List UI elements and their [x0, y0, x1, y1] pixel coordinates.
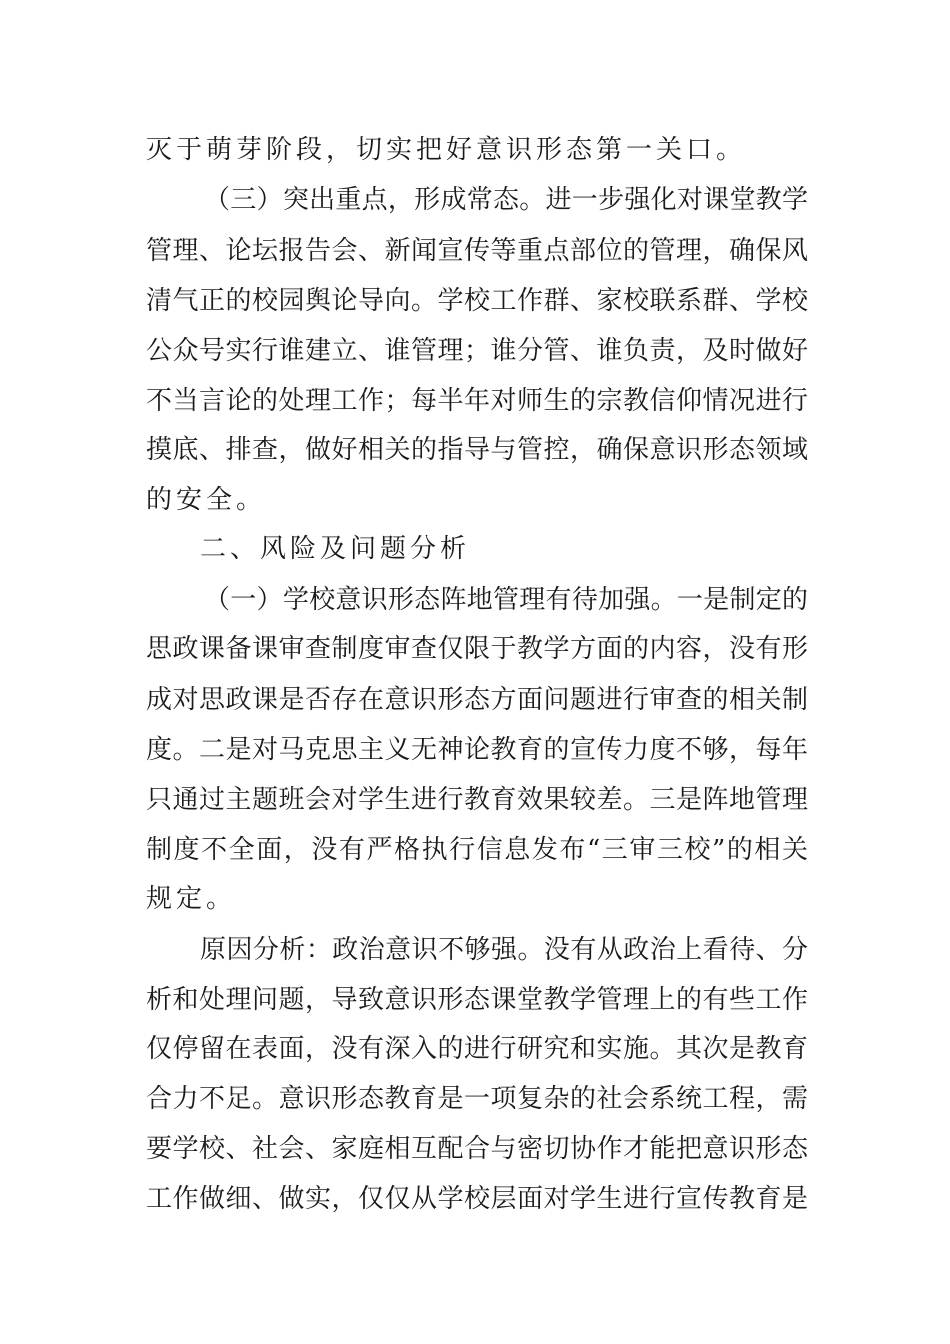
- text-line: 要学校、社会、家庭相互配合与密切协作才能把意识形态: [146, 1134, 808, 1164]
- text-line: 成对思政课是否存在意识形态方面问题进行审查的相关制: [146, 685, 808, 715]
- text-line: 规定。: [146, 884, 237, 914]
- text-line: （一）学校意识形态阵地管理有待加强。一是制定的: [204, 585, 808, 615]
- text-line: 的安全。: [146, 485, 267, 515]
- text-line: 不当言论的处理工作；每半年对师生的宗教信仰情况进行: [146, 386, 808, 416]
- text-line: 管理、论坛报告会、新闻宣传等重点部位的管理，确保风: [146, 236, 808, 266]
- text-line: 摸底、排查，做好相关的指导与管控，确保意识形态领域: [146, 435, 808, 465]
- section-heading: 二、风险及问题分析: [200, 534, 471, 564]
- text-line: 灭于萌芽阶段，切实把好意识形态第一关口。: [146, 135, 747, 165]
- text-line: 原因分析：政治意识不够强。没有从政治上看待、分: [200, 935, 808, 965]
- text-line: 仅停留在表面，没有深入的进行研究和实施。其次是教育: [146, 1034, 808, 1064]
- text-line: 析和处理问题，导致意识形态课堂教学管理上的有些工作: [146, 985, 808, 1015]
- text-line: （三）突出重点，形成常态。进一步强化对课堂教学: [204, 185, 808, 215]
- text-line: 制度不全面，没有严格执行信息发布“三审三校”的相关: [146, 835, 808, 865]
- text-line: 思政课备课审查制度审查仅限于教学方面的内容，没有形: [146, 634, 808, 664]
- text-line: 度。二是对马克思主义无神论教育的宣传力度不够，每年: [146, 735, 808, 765]
- text-line: 清气正的校园舆论导向。学校工作群、家校联系群、学校: [146, 286, 808, 316]
- text-line: 公众号实行谁建立、谁管理；谁分管、谁负责，及时做好: [146, 336, 808, 366]
- text-line: 工作做细、做实，仅仅从学校层面对学生进行宣传教育是: [146, 1184, 808, 1214]
- text-line: 合力不足。意识形态教育是一项复杂的社会系统工程，需: [146, 1084, 808, 1114]
- text-line: 只通过主题班会对学生进行教育效果较差。三是阵地管理: [146, 785, 808, 815]
